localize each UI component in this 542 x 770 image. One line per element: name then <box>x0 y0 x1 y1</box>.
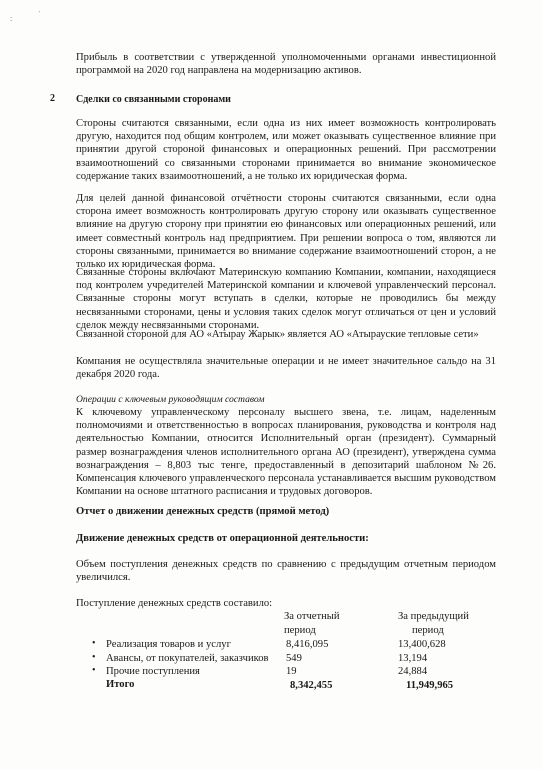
column-header-current: За отчетный <box>284 611 340 622</box>
bullet: • <box>92 652 96 663</box>
bullet: • <box>92 665 96 676</box>
cashflow-text: Объем поступления денежных средств по сравнению с предыдущим отчетным периодом увеличился. <box>76 559 496 584</box>
row-current: 19 <box>286 666 297 677</box>
row-previous: 24,884 <box>398 666 428 677</box>
paragraph-related-parties-include: Связанные стороны включают Материнскую компанию Компании, компании, находящиеся под контролем учредителей Материнской компании и ключевой управленческий персонал. Связанные стороны могут вступать в сделки, которые не проводились бы между несвязанными сторонами, цены и условия таких сделок могут отличаться от цен и условий сделок между несвязанными сторонами. <box>76 267 496 331</box>
total-label: Итого <box>106 679 135 690</box>
intro-paragraph: Прибыль в соответствии с утвержденной уполномоченными органами инвестиционной программой на 2020 год направлена на модернизацию активов. <box>76 52 496 77</box>
cashflow-subtitle: Движение денежных средств от операционной деятельности: <box>76 533 369 544</box>
row-label: Прочие поступления <box>106 666 200 677</box>
column-header-previous-period: период <box>412 625 444 636</box>
row-previous: 13,400,628 <box>398 639 446 650</box>
table-intro: Поступление денежных средств составило: <box>76 598 273 609</box>
column-header-previous: За предыдущий <box>398 611 469 622</box>
row-current: 549 <box>286 653 302 664</box>
row-current: 8,416,095 <box>286 639 329 650</box>
paragraph-no-operations: Компания не осуществляла значительные операции и не имеет значительное сальдо на 31 декабря 2020 года. <box>76 356 496 381</box>
paragraph-related-parties: Стороны считаются связанными, если одна из них имеет возможность контролировать другую, находится под общим контролем, или может оказывать существенное влияние при принятии другой стороной финансовых и операционных решений. При рассмотрении взаимоотношений со связанными сторонами принимается во внимание экономическое содержание таких взаимоотношений, а не только их юридическая форма. <box>76 118 496 182</box>
total-previous: 11,949,965 <box>406 680 454 691</box>
row-label: Реализация товаров и услуг <box>106 639 231 650</box>
kmp-heading: Операции с ключевым руководящим составом <box>76 394 265 405</box>
total-current: 8,342,455 <box>290 680 333 691</box>
section-title: Сделки со связанными сторонами <box>76 94 231 105</box>
corner-mark: : <box>10 14 13 23</box>
paragraph-definition: Для целей данной финансовой отчётности стороны считаются связанными, если одна сторона имеет возможность контролировать другую сторону или оказывать существенное влияние на другую сторону при принятии ею финансовых или операционных решений, или имеет совместный контроль над предприятием. При решении вопроса о том, являются ли стороны связанными, принимается во внимание содержание взаимоотношений сторон, а не только их юридическая форма. <box>76 193 496 271</box>
column-header-current-period: период <box>284 625 316 636</box>
corner-mark: ´ <box>38 10 41 19</box>
cashflow-title: Отчет о движении денежных средств (прямой метод) <box>76 506 330 517</box>
section-number: 2 <box>50 93 55 104</box>
kmp-paragraph: К ключевому управленческому персоналу высшего звена, т.е. лицам, наделенным полномочиями и ответственностью в вопросах планирования, руководства и контроля над деятельностью Компании, относится Исполнительный орган (президент). Суммарный размер вознаграждения членов исполнительного органа АО (президент), утверждена сумма вознаграждения – 8,803 тыс тенге, предоставленный в депозитарий шаблоном №26. Компенсация ключевого управленческого персонала устанавливается высшим руководством Компании на основе штатного расписания и трудовых договоров. <box>76 407 496 498</box>
paragraph-related-party: Связанной стороной для АО «Атырау Жарык» является АО «Атырауские тепловые сети» <box>76 329 479 340</box>
bullet: • <box>92 638 96 649</box>
row-previous: 13,194 <box>398 653 428 664</box>
row-label: Авансы, от покупателей, заказчиков <box>106 653 269 664</box>
